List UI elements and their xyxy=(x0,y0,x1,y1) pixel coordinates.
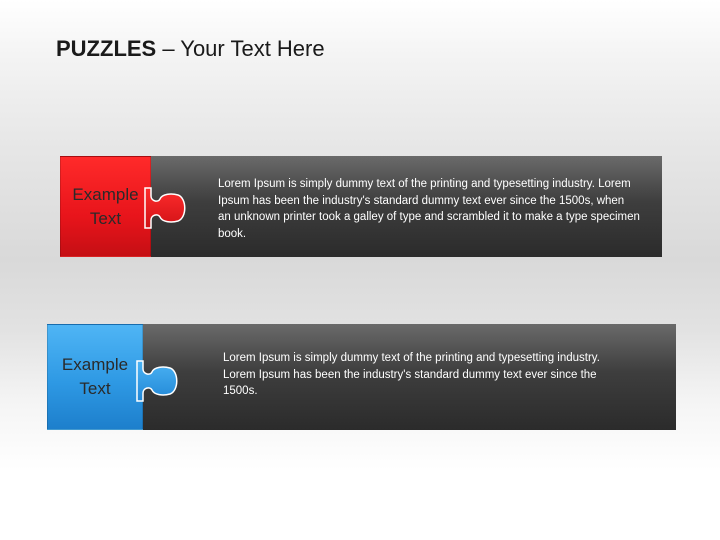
panel-2-text: Lorem Ipsum is simply dummy text of the printing and typesetting industry. Lorem Ipsum has been the industry's standard dummy text ever since the 1500s. xyxy=(223,352,600,397)
blue-puzzle-tab xyxy=(137,361,182,401)
red-puzzle-tab xyxy=(145,188,190,228)
dark-text-panel-1 xyxy=(151,156,662,257)
red-puzzle-piece xyxy=(60,156,151,257)
title-rest: – Your Text Here xyxy=(156,36,325,61)
dark-text-panel-2 xyxy=(143,324,676,430)
panel-1-text: Lorem Ipsum is simply dummy text of the printing and typesetting industry. Lorem Ipsum has been the industry's standard dummy text ever since the 1500s, when an unknown printer took a galley of type and scrambled it to make a type specimen book. xyxy=(218,178,640,240)
title-bold: PUZZLES xyxy=(56,36,157,61)
slide-title xyxy=(56,36,325,62)
blue-piece-label: Example Text xyxy=(61,355,129,398)
red-piece-label: Example Text xyxy=(72,184,139,228)
blue-puzzle-piece xyxy=(47,324,143,430)
